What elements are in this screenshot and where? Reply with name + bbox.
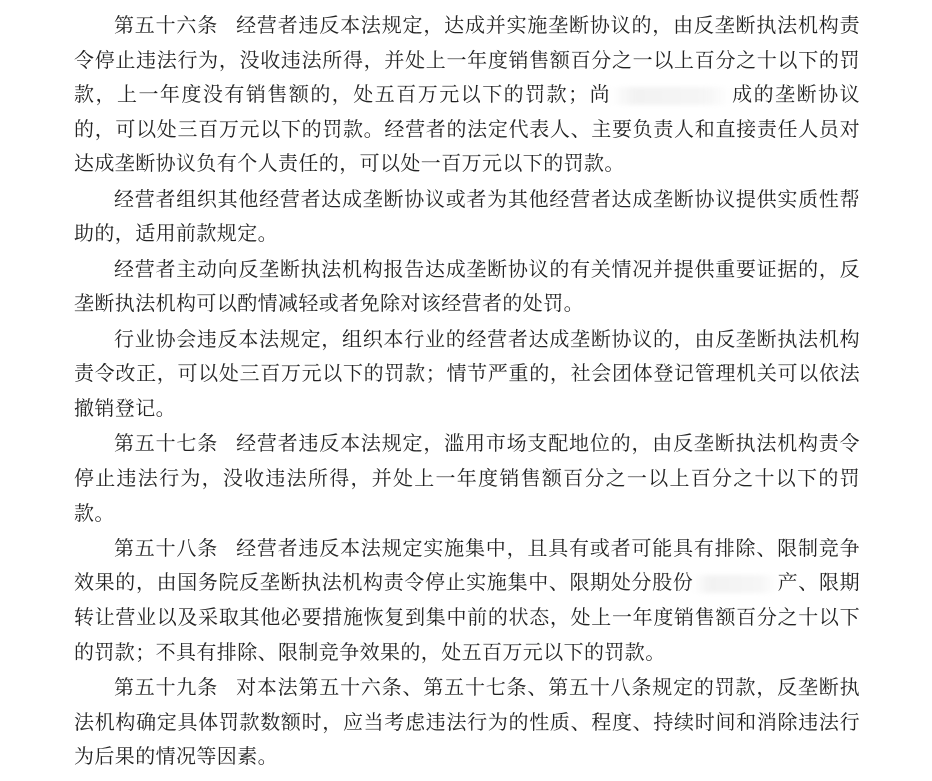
article-number: 第五十六条 xyxy=(114,13,219,37)
paragraph-text: 对本法第五十六条、第五十七条、第五十八条规定的罚款，反垄断执法机构确定具体罚款数额时，应当考虑违法行为的性质、程度、持续时间和消除违法行为后果的情况等因素。 xyxy=(74,675,860,769)
article-number: 第五十九条 xyxy=(114,675,219,700)
paragraph-text: 经营者违反本法规定实施集中，且具有或者可能具有排除、限制竞争效果的，由国务院反垄断执法机构责令停止实施集中、限期处分股份 xyxy=(74,535,860,595)
redacted-blur xyxy=(611,87,731,105)
paragraph-text: 经营者违反本法规定，达成并实施垄断协议的，由反垄断执法机构责令停止违法行为，没收违法所得，并处上一年度销售额百分之一以上百分之十以下的罚款，上一年度没有销售额的，处五百万元以下的罚款；尚 xyxy=(74,13,860,107)
redacted-blur xyxy=(693,575,777,593)
paragraph-organizer-clause xyxy=(74,182,860,251)
paragraph-text-continued: 成的垄断协议的，可以处三百万元以下的罚款。经营者的法定代表人、主要负责人和直接责任人员对达成垄断协议负有个人责任的，可以处一百万元以下的罚款。 xyxy=(74,82,860,176)
article-number: 第五十八条 xyxy=(114,535,219,560)
paragraph-leniency-clause xyxy=(74,252,860,321)
paragraph-text: 经营者组织其他经营者达成垄断协议或者为其他经营者达成垄断协议提供实质性帮助的，适用前款规定。 xyxy=(74,186,860,246)
paragraph-text: 行业协会违反本法规定，组织本行业的经营者达成垄断协议的，由反垄断执法机构责令改正，可以处三百万元以下的罚款；情节严重的，社会团体登记管理机关可以依法撤销登记。 xyxy=(74,326,860,420)
paragraph-article-57 xyxy=(74,426,860,530)
paragraph-article-56 xyxy=(74,8,860,181)
document-page xyxy=(74,0,860,781)
paragraph-article-59 xyxy=(74,670,860,774)
article-number: 第五十七条 xyxy=(114,431,219,456)
paragraph-industry-association-clause xyxy=(74,322,860,426)
paragraph-text: 经营者主动向反垄断执法机构报告达成垄断协议的有关情况并提供重要证据的，反垄断执法机构可以酌情减轻或者免除对该经营者的处罚。 xyxy=(74,256,860,316)
paragraph-article-58 xyxy=(74,531,860,669)
paragraph-text: 经营者违反本法规定，滥用市场支配地位的，由反垄断执法机构责令停止违法行为，没收违法所得，并处上一年度销售额百分之一以上百分之十以下的罚款。 xyxy=(74,431,860,525)
paragraph-text-continued: 产、限期转让营业以及采取其他必要措施恢复到集中前的状态，处上一年度销售额百分之十以下的罚款；不具有排除、限制竞争效果的，处五百万元以下的罚款。 xyxy=(74,570,860,664)
